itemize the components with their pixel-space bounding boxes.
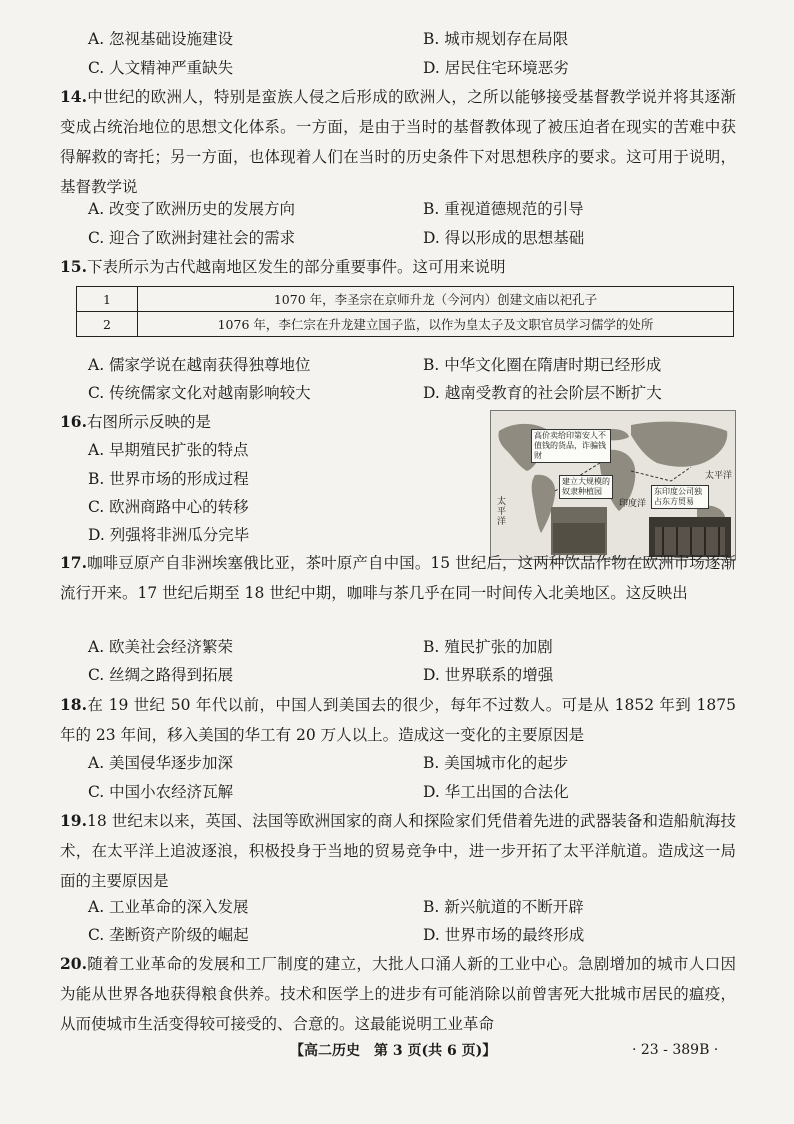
figure-label-pacific-right: 太平洋: [705, 471, 733, 481]
q15-text: 下表所示为古代越南地区发生的部分重要事件。这可用来说明: [86, 258, 506, 276]
q13-options-row-2: [0, 53, 794, 83]
q19-stem: [60, 806, 736, 896]
q15-options-row-1: [0, 350, 794, 380]
q13-option-c: C. 人文精神严重缺失: [88, 59, 234, 77]
q14-option-d: D. 得以形成的思想基础: [423, 229, 585, 247]
q19-number: 19.: [60, 811, 87, 830]
q16-option-d-row: [0, 520, 420, 550]
footer-page-info: 【高二历史 第 3 页(共 6 页)】: [290, 1043, 497, 1059]
q13-option-b: B. 城市规划存在局限: [423, 30, 569, 48]
figure-label-pacific-left: 太平洋: [497, 497, 507, 527]
table-cell-index: 1: [77, 287, 138, 312]
q15-option-b: B. 中华文化圈在隋唐时期已经形成: [423, 356, 662, 374]
q15-option-d: D. 越南受教育的社会阶层不断扩大: [423, 384, 662, 402]
q19-option-d: D. 世界市场的最终形成: [423, 926, 585, 944]
q14-text: 中世纪的欧洲人，特别是蛮族人侵之后形成的欧洲人，之所以能够接受基督教学说并将其逐渐变成占统治地位的思想文化体系。一方面，是由于当时的基督教体现了被压迫者在现实的苦难中获得解救的寄托；另一方面，也体现着人们在当时的历史条件下对思想秩序的要求。这可用于说明，基督教学说: [60, 88, 736, 196]
q18-option-b: B. 美国城市化的起步: [423, 754, 569, 772]
q19-option-c: C. 垄断资产阶级的崛起: [88, 926, 249, 944]
q16-option-a: A. 早期殖民扩张的特点: [88, 441, 249, 459]
q15-options-row-2: [0, 378, 794, 408]
q14-stem: [60, 82, 736, 202]
q15-number: 15.: [60, 257, 87, 276]
q16-option-c-row: [0, 492, 420, 522]
q17-option-b: B. 殖民扩张的加剧: [423, 638, 553, 656]
q19-text: 18 世纪末以来，英国、法国等欧洲国家的商人和探险家们凭借着先进的武器装备和造船航海技术，在太平洋上追波逐浪，积极投身于当地的贸易竞争中，进一步开拓了太平洋航道。造成这一局面的主要原因是: [60, 812, 736, 890]
q19-option-b: B. 新兴航道的不断开辟: [423, 898, 584, 916]
q17-option-a: A. 欧美社会经济繁荣: [88, 638, 234, 656]
q17-options-row-1: [0, 632, 794, 662]
table-cell-index: 2: [77, 312, 138, 337]
q16-option-b: B. 世界市场的形成过程: [88, 470, 249, 488]
q18-options-row-1: [0, 748, 794, 778]
q18-option-a: A. 美国侵华逐步加深: [88, 754, 234, 772]
q17-option-c: C. 丝绸之路得到拓展: [88, 666, 234, 684]
q17-option-d: D. 世界联系的增强: [423, 666, 554, 684]
q15-option-a: A. 儒家学说在越南获得独尊地位: [88, 356, 311, 374]
q15-option-c: C. 传统儒家文化对越南影响较大: [88, 384, 311, 402]
q18-option-d: D. 华工出国的合法化: [423, 783, 569, 801]
q13-option-d: D. 居民住宅环境恶劣: [423, 59, 569, 77]
q16-option-d: D. 列强将非洲瓜分完毕: [88, 526, 250, 544]
q18-stem: [60, 690, 736, 750]
q14-option-c: C. 迎合了欧洲封建社会的需求: [88, 229, 296, 247]
figure-caption-east-india: 东印度公司独占东方贸易: [651, 485, 709, 509]
q14-option-b: B. 重视道德规范的引导: [423, 200, 584, 218]
q18-option-c: C. 中国小农经济瓦解: [88, 783, 234, 801]
q15-stem: [60, 252, 736, 282]
q17-text: 咖啡豆原产自非洲埃塞俄比亚，茶叶原产自中国。15 世纪后，这两种饮品作物在欧洲市场逐渐流行开来。17 世纪后期至 18 世纪中期，咖啡与茶几乎在同一时间传入北美地区。这反映出: [60, 554, 736, 602]
q18-text: 在 19 世纪 50 年代以前，中国人到美国去的很少，每年不过数人。可是从 1852 年到 1875 年的 23 年间，移入美国的华工有 20 万人以上。造成这一变化的主要原因是: [60, 696, 736, 744]
q18-options-row-2: [0, 777, 794, 807]
q14-option-a: A. 改变了欧洲历史的发展方向: [88, 200, 296, 218]
q16-option-a-row: [0, 435, 420, 465]
q18-number: 18.: [60, 695, 87, 714]
table-row: [77, 312, 734, 337]
q19-option-a: A. 工业革命的深入发展: [88, 898, 249, 916]
q17-number: 17.: [60, 553, 87, 572]
q14-options-row-1: [0, 194, 794, 224]
q16-text: 右图所示反映的是: [86, 413, 211, 431]
q16-option-b-row: [0, 464, 420, 494]
q19-options-row-1: [0, 892, 794, 922]
q16-option-c: C. 欧洲商路中心的转移: [88, 498, 249, 516]
q16-world-map-figure: [490, 410, 736, 560]
footer-exam-code: · 23 - 389B ·: [632, 1042, 719, 1058]
q14-number: 14.: [60, 87, 87, 106]
q20-text: 随着工业革命的发展和工厂制度的建立，大批人口涌人新的工业中心。急剧增加的城市人口因为能从世界各地获得粮食供养。技术和医学上的进步有可能消除以前曾害死大批城市居民的瘟疫，从而使城市生活变得较可接受的、合意的。这最能说明工业革命: [60, 955, 736, 1033]
q16-stem: [60, 407, 480, 437]
table-cell-event: 1076 年，李仁宗在升龙建立国子监，以作为皇太子及文职官员学习儒学的处所: [138, 312, 734, 337]
figure-label-indian-ocean: 印度洋: [619, 499, 647, 509]
q15-table: [76, 286, 734, 337]
q20-number: 20.: [60, 954, 87, 973]
figure-caption-plantation: 建立大规模的奴隶种植园: [559, 475, 613, 499]
table-row: [77, 287, 734, 312]
q16-number: 16.: [60, 412, 87, 431]
q20-stem: [60, 949, 736, 1039]
q13-option-a: A. 忽视基础设施建设: [88, 30, 234, 48]
table-cell-event: 1070 年，李圣宗在京师升龙（今河内）创建文庙以祀孔子: [138, 287, 734, 312]
q17-options-row-2: [0, 660, 794, 690]
q19-options-row-2: [0, 920, 794, 950]
q17-stem: [60, 548, 736, 608]
figure-caption-indian-trade: 高价卖给印第安人不值钱的货品，诈骗钱财: [531, 429, 611, 463]
q14-options-row-2: [0, 223, 794, 253]
q13-options-row-1: [0, 24, 794, 54]
